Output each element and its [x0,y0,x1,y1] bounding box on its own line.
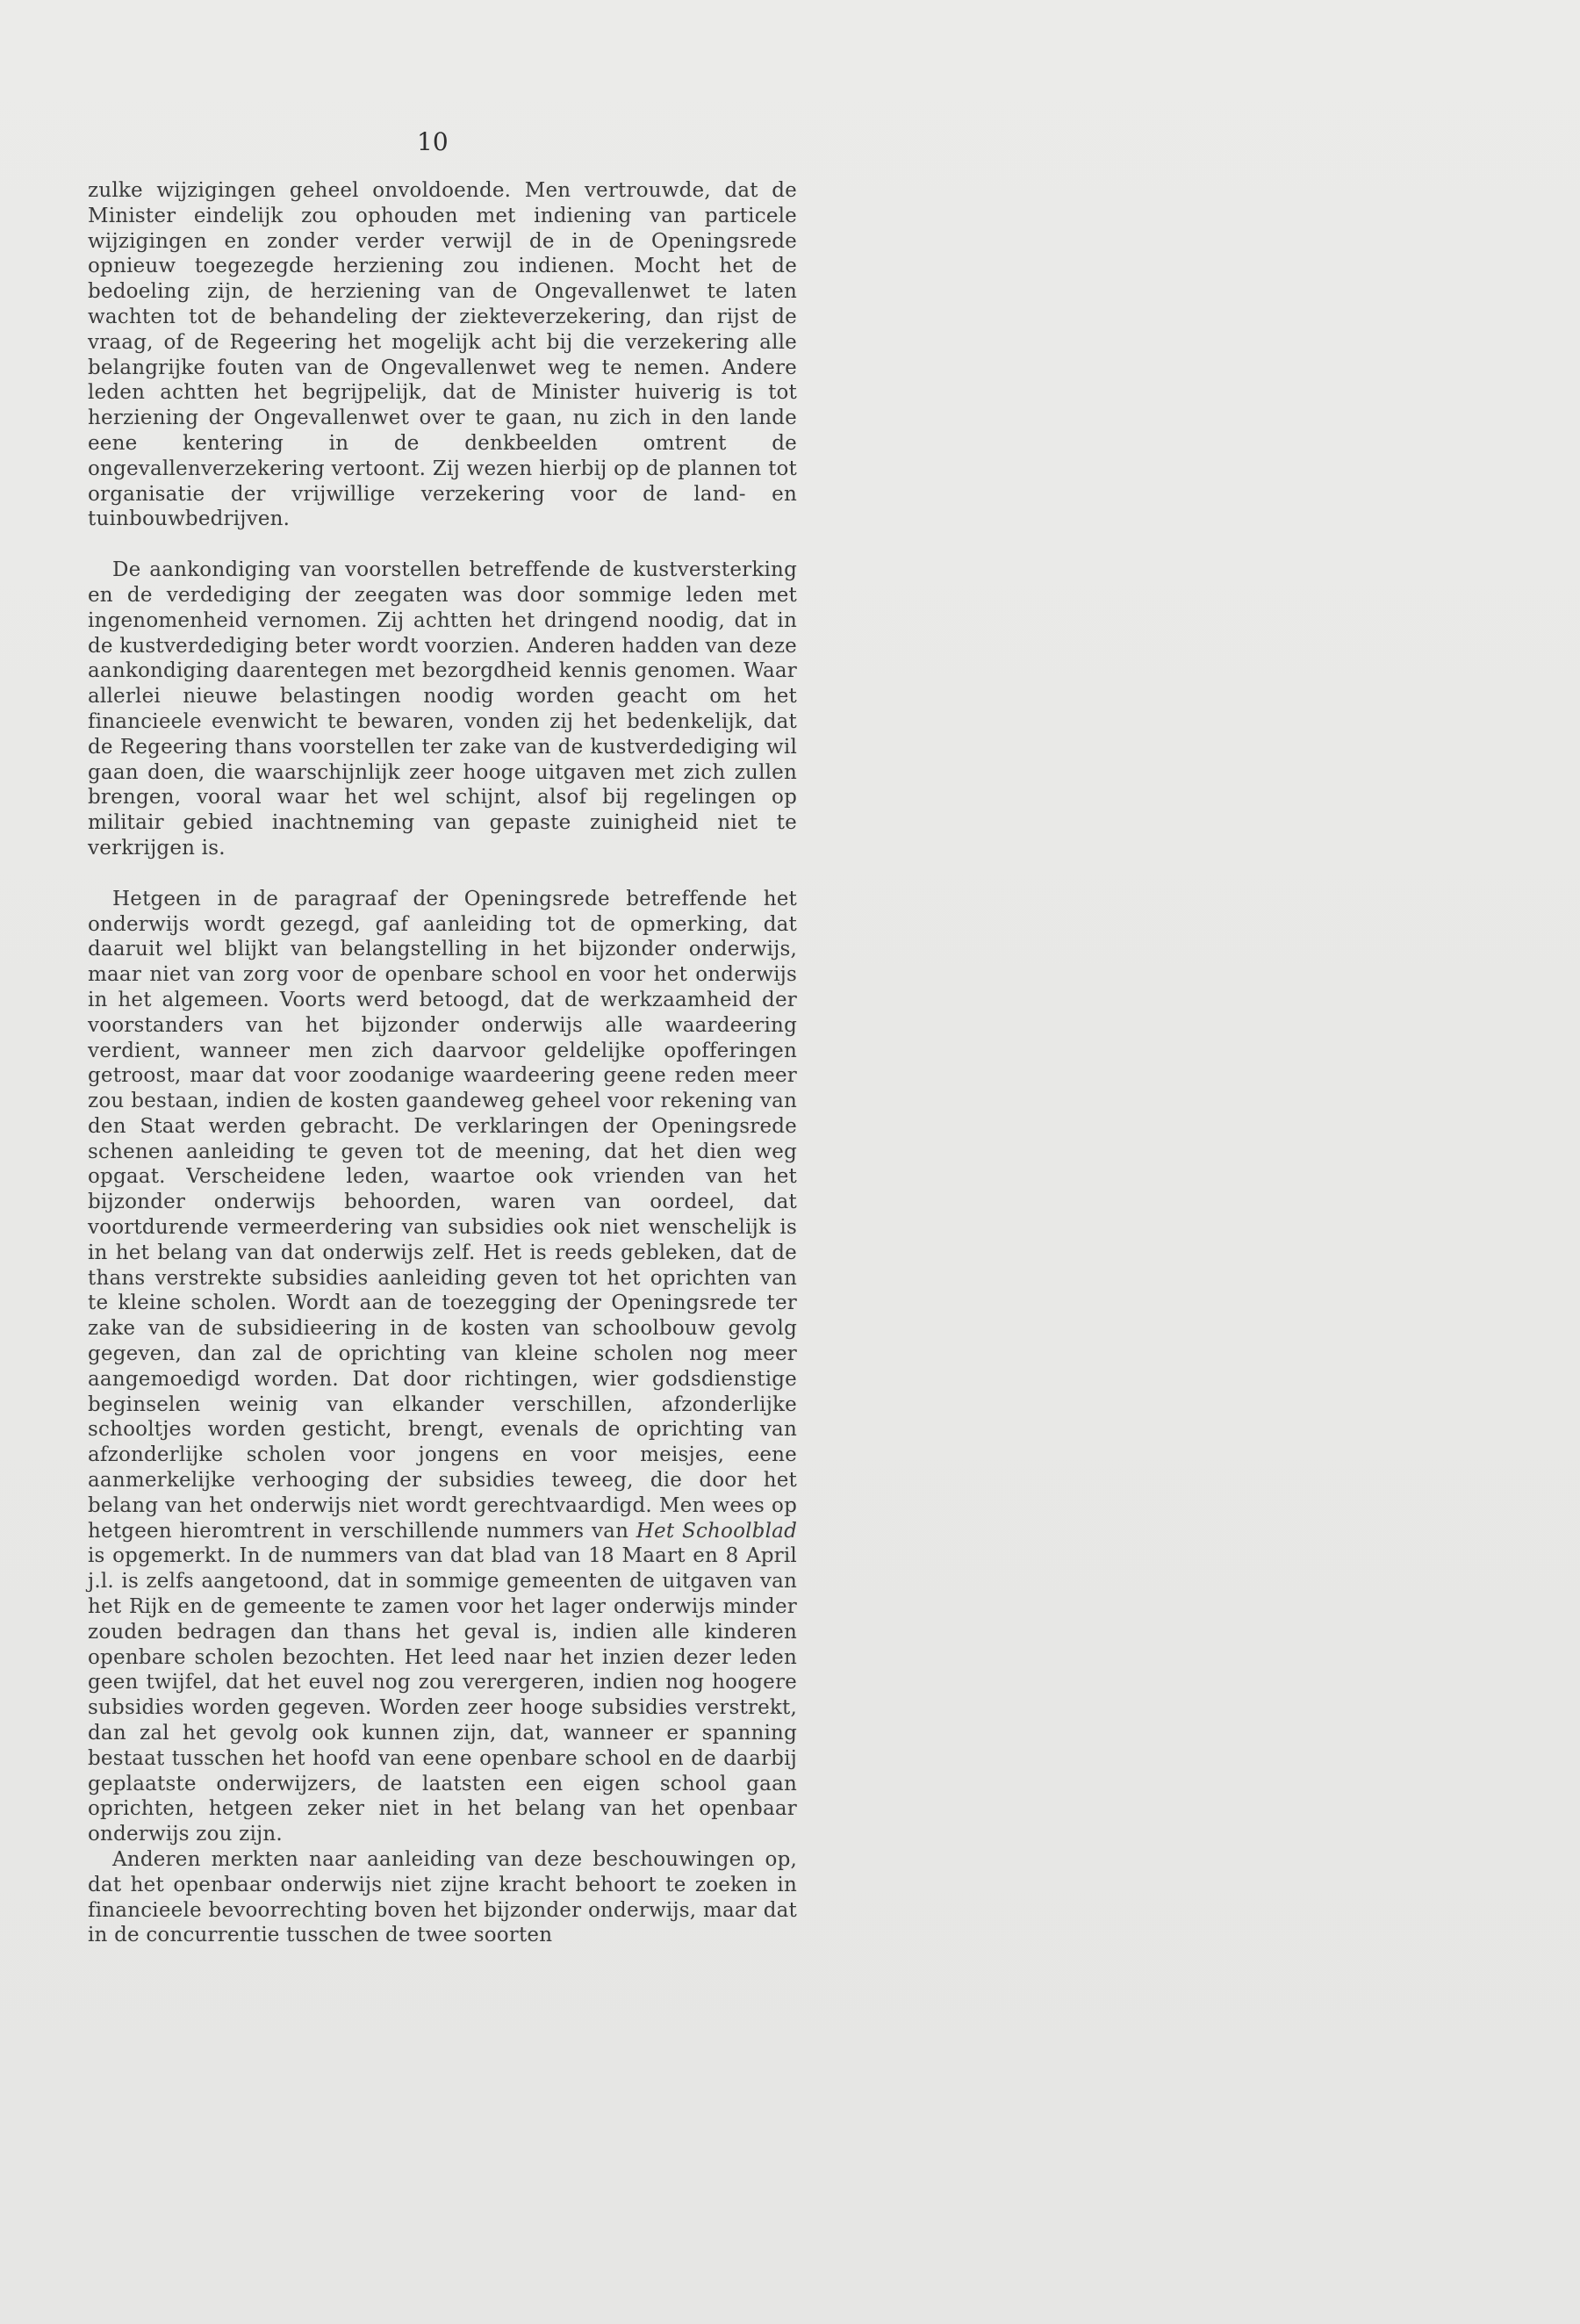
paragraph-ongevallenwet: zulke wijzigingen geheel onvoldoende. Men vertrouwde, dat de Minister eindelijk zou ophouden met indiening van particele wijzigingen en zonder verder verwijl de in de Openingsrede opnieuw toegezegde herziening zou indienen. Mocht het de bedoeling zijn, de herziening van de Ongevallenwet te laten wachten tot de behandeling der ziekteverzekering, dan rijst de vraag, of de Regeering het mogelijk acht bij die verzekering alle belangrijke fouten van de Ongevallenwet weg te nemen. Andere leden achtten het begrijpelijk, dat de Minister huiverig is tot herziening der Ongevallenwet over te gaan, nu zich in den lande eene kentering in de denkbeelden omtrent de ongevallenverzekering vertoont. Zij wezen hierbij op de plannen tot organisatie der vrijwillige verzekering voor de land- en tuinbouwbedrijven. [88,179,797,531]
paragraph-anderen: Anderen merkten naar aanleiding van deze beschouwingen op, dat het openbaar onderwijs niet zijne kracht behoort te zoeken in financieele bevoorrechting boven het bijzonder onderwijs, maar dat in de concurrentie tusschen de twee soorten [88,1848,797,1947]
paragraph-onderwijs [88,887,797,1847]
paragraph-onderwijs-part2: is opgemerkt. In de nummers van dat blad van 18 Maart en 8 April j.l. is zelfs aangetoond, dat in sommige gemeenten de uitgaven van het Rijk en de gemeente te zamen voor het lager onderwijs minder zouden bedragen dan thans het geval is, indien alle kinderen openbare scholen bezochten. Het leed naar het inzien dezer leden geen twijfel, dat het euvel nog zou verergeren, indien nog hoogere subsidies worden gegeven. Worden zeer hooge subsidies verstrekt, dan zal het gevolg ook kunnen zijn, dat, wanneer er spanning bestaat tusschen het hoofd van eene openbare school en de daarbij geplaatste onderwijzers, de laatsten een eigen school gaan oprichten, hetgeen zeker niet in het belang van het openbaar onderwijs zou zijn. [88,1544,797,1846]
text-column [88,178,797,1948]
schoolblad-title: Het Schoolblad [636,1519,797,1543]
page-number: 10 [417,127,449,156]
paragraph-onderwijs-part1: Hetgeen in de paragraaf der Openingsrede betreffende het onderwijs wordt gezegd, gaf aanleiding tot de opmerking, dat daaruit wel blijkt van belangstelling in het bijzonder onderwijs, maar niet van zorg voor de openbare school en voor het onderwijs in het algemeen. Voorts werd betoogd, dat de werkzaamheid der voorstanders van het bijzonder onderwijs alle waardeering verdient, wanneer men zich daarvoor geldelijke opofferingen getroost, maar dat voor zoodanige waardeering geene reden meer zou bestaan, indien de kosten gaandeweg geheel voor rekening van den Staat werden gebracht. De verklaringen der Openingsrede schenen aanleiding te geven tot de meening, dat het dien weg opgaat. Verscheidene leden, waartoe ook vrienden van het bijzonder onderwijs behoorden, waren van oordeel, dat voortdurende vermeerdering van subsidies ook niet wenschelijk is in het belang van dat onderwijs zelf. Het is reeds gebleken, dat de thans verstrekte subsidies aanleiding geven tot het oprichten van te kleine scholen. Wordt aan de toezegging der Openingsrede ter zake van de subsidieering in de kosten van schoolbouw gevolg gegeven, dan zal de oprichting van kleine scholen nog meer aangemoedigd worden. Dat door richtingen, wier godsdienstige beginselen weinig van elkander verschillen, afzonderlijke schooltjes worden gesticht, brengt, evenals de oprichting van afzonderlijke scholen voor jongens en voor meisjes, eene aanmerkelijke verhooging der subsidies teweeg, die door het belang van het onderwijs niet wordt gerechtvaardigd. Men wees op hetgeen hieromtrent in verschillende nummers van [88,887,797,1543]
paragraph-kustverdediging: De aankondiging van voorstellen betreffende de kustversterking en de verdediging der zeegaten was door sommige leden met ingenomenheid vernomen. Zij achtten het dringend noodig, dat in de kustverdediging beter wordt voorzien. Anderen hadden van deze aankondiging daarentegen met bezorgdheid kennis genomen. Waar allerlei nieuwe belastingen noodig worden geacht om het financieele evenwicht te bewaren, vonden zij het bedenkelijk, dat de Regeering thans voorstellen ter zake van de kustverdediging wil gaan doen, die waarschijnlijk zeer hooge uitgaven met zich zullen brengen, vooral waar het wel schijnt, alsof bij regelingen op militair gebied inachtneming van gepaste zuinigheid niet te verkrijgen is. [88,558,797,860]
